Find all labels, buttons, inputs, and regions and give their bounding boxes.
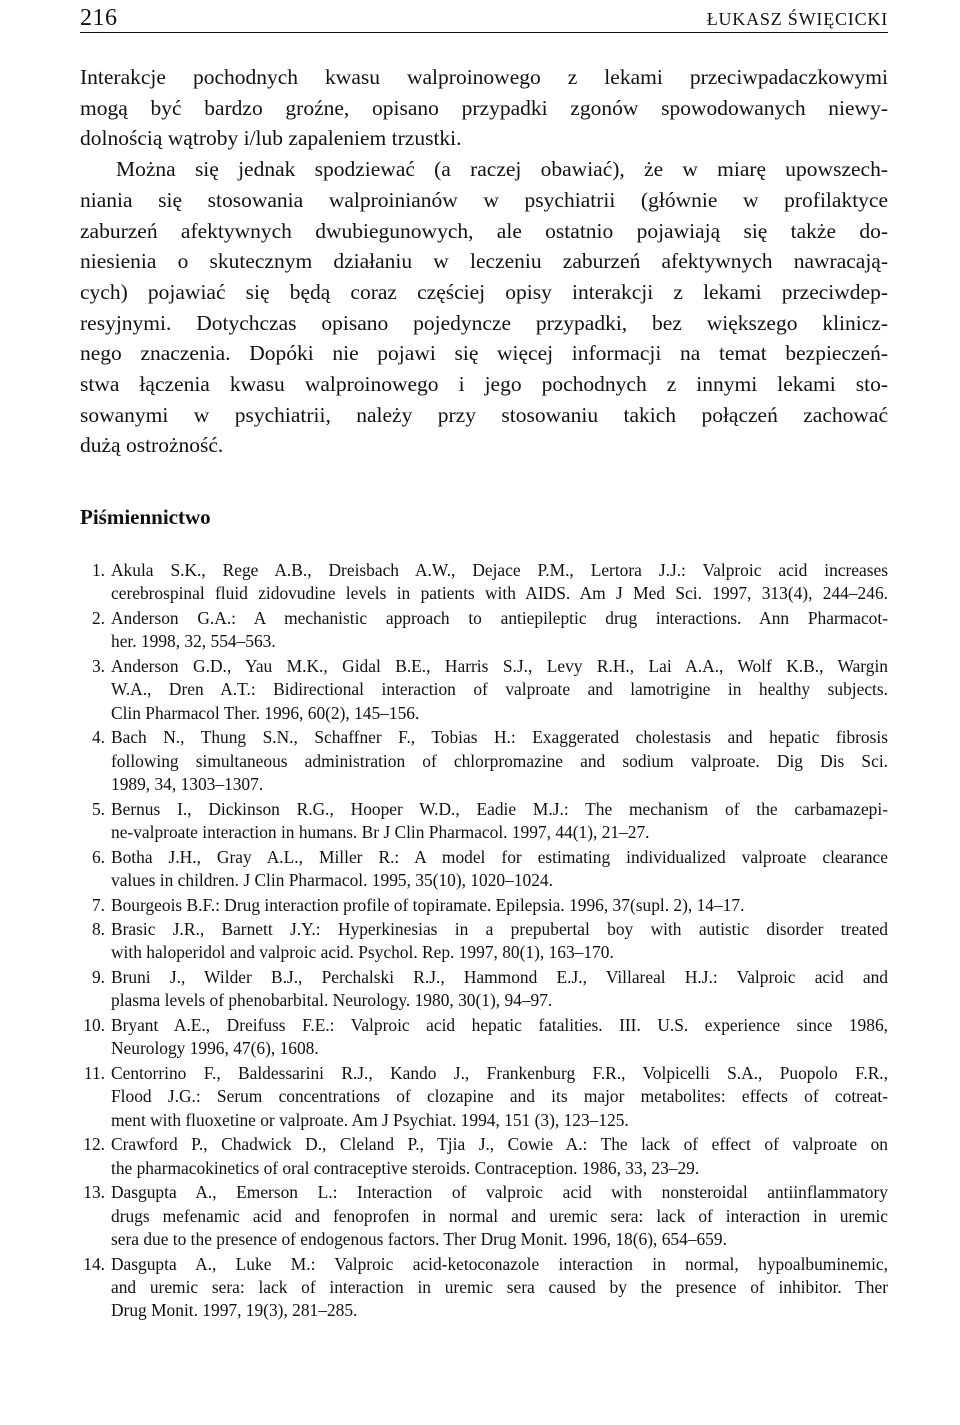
body-line: resyjnymi. Dotychczas opisano pojedyncze przypadki, bez większego klinicz- xyxy=(80,310,888,335)
reference-number: 13. xyxy=(83,1182,105,1203)
reference-line: her. 1998, 32, 554–563. xyxy=(111,631,276,652)
body-line: sowanymi w psychiatrii, należy przy stosowaniu takich połączeń zachować xyxy=(80,402,888,427)
body-line: dolnością wątroby i/lub zapaleniem trzustki. xyxy=(80,126,462,151)
reference-line: sera due to the presence of endogenous factors. Ther Drug Monit. 1996, 18(6), 654–659. xyxy=(111,1229,727,1249)
reference-line: Centorrino F., Baldessarini R.J., Kando J., Frankenburg F.R., Volpicelli S.A., Puopolo F.R., xyxy=(111,1063,888,1084)
reference-number: 8. xyxy=(91,919,105,940)
reference-line: the pharmacokinetics of oral contraceptive steroids. Contraception. 1986, 33, 23–29. xyxy=(111,1157,700,1178)
reference-text xyxy=(111,894,888,917)
reference-text xyxy=(111,1062,888,1132)
reference-item xyxy=(70,1014,888,1061)
reference-line: Bach N., Thung S.N., Schaffner F., Tobias H.: Exaggerated cholestasis and hepatic fibrosis xyxy=(111,727,888,748)
section-heading-references: Piśmiennictwo xyxy=(80,505,211,529)
body-line: Można się jednak spodziewać (a raczej obawiać), że w miarę upowszech- xyxy=(116,157,888,182)
reference-line: Clin Pharmacol Ther. 1996, 60(2), 145–156. xyxy=(111,702,420,723)
page-number: 216 xyxy=(80,5,118,31)
reference-line: Anderson G.D., Yau M.K., Gidal B.E., Harris S.J., Levy R.H., Lai A.A., Wolf K.B., Wargin xyxy=(111,655,888,676)
reference-text xyxy=(111,966,888,1013)
reference-line: plasma levels of phenobarbital. Neurology. 1980, 30(1), 94–97. xyxy=(111,990,553,1011)
reference-item xyxy=(70,655,888,725)
reference-line: drugs mefenamic acid and fenoprofen in normal and uremic sera: lack of interaction in uremic xyxy=(111,1205,888,1226)
reference-number: 9. xyxy=(91,967,105,988)
reference-line: cerebrospinal fluid zidovudine levels in patients with AIDS. Am J Med Sci. 1997, 313(4), 244–246. xyxy=(111,583,888,604)
reference-line: and uremic sera: lack of interaction in uremic sera caused by the presence of inhibitor. Ther xyxy=(111,1276,888,1297)
reference-number: 12. xyxy=(83,1134,105,1155)
reference-number: 14. xyxy=(83,1253,105,1274)
reference-line: Bryant A.E., Dreifuss F.E.: Valproic acid hepatic fatalities. III. U.S. experience since 1986, xyxy=(111,1015,888,1036)
reference-number: 5. xyxy=(91,798,105,819)
reference-line: ment with fluoxetine or valproate. Am J Psychiat. 1994, 151 (3), 123–125. xyxy=(111,1109,629,1130)
reference-line: Dasgupta A., Luke M.: Valproic acid-ketoconazole interaction in normal, hypoalbuminemic, xyxy=(111,1253,888,1274)
reference-item xyxy=(70,846,888,893)
reference-line: Drug Monit. 1997, 19(3), 281–285. xyxy=(111,1300,358,1321)
reference-number: 6. xyxy=(91,846,105,867)
reference-line: Bourgeois B.F.: Drug interaction profile of topiramate. Epilepsia. 1996, 37(supl. 2), 14–17. xyxy=(111,894,745,915)
reference-item xyxy=(70,1181,888,1251)
reference-number: 3. xyxy=(91,655,105,676)
reference-number: 2. xyxy=(91,607,105,628)
reference-item xyxy=(70,607,888,654)
reference-line: W.A., Dren A.T.: Bidirectional interaction of valproate and lamotrigine in healthy subjects. xyxy=(111,679,888,700)
reference-item xyxy=(70,966,888,1013)
reference-number: 10. xyxy=(83,1015,105,1036)
reference-line: with haloperidol and valproic acid. Psychol. Rep. 1997, 80(1), 163–170. xyxy=(111,942,614,963)
body-line: stwa łączenia kwasu walproinowego i jego pochodnych z innymi lekami sto- xyxy=(80,372,888,397)
reference-line: Anderson G.A.: A mechanistic approach to antiepileptic drug interactions. Ann Pharmacot- xyxy=(111,607,888,628)
reference-text xyxy=(111,607,888,654)
reference-item xyxy=(70,798,888,845)
reference-line: following simultaneous administration of chlorpromazine and sodium valproate. Dig Dis Sci. xyxy=(111,750,888,771)
reference-item xyxy=(70,559,888,606)
reference-item xyxy=(70,1062,888,1132)
reference-line: ne-valproate interaction in humans. Br J Clin Pharmacol. 1997, 44(1), 21–27. xyxy=(111,821,650,842)
reference-line: Crawford P., Chadwick D., Cleland P., Tjia J., Cowie A.: The lack of effect of valproate on xyxy=(111,1134,888,1155)
reference-text xyxy=(111,559,888,606)
reference-line: Flood J.G.: Serum concentrations of clozapine and its major metabolites: effects of cotreat- xyxy=(111,1086,888,1107)
reference-item xyxy=(70,1253,888,1323)
reference-item xyxy=(70,1133,888,1180)
reference-number: 7. xyxy=(91,894,105,915)
reference-line: Brasic J.R., Barnett J.Y.: Hyperkinesias in a prepubertal boy with autistic disorder treated xyxy=(111,919,888,940)
reference-text xyxy=(111,726,888,796)
reference-text xyxy=(111,1253,888,1323)
body-line: cych) pojawiać się będą coraz częściej opisy interakcji z lekami przeciwdep- xyxy=(80,279,888,304)
reference-text xyxy=(111,846,888,893)
body-line: niesienia o skutecznym działaniu w leczeniu zaburzeń afektywnych nawracają- xyxy=(80,249,888,274)
reference-text xyxy=(111,918,888,965)
reference-text xyxy=(111,1014,888,1061)
body-line: nego znaczenia. Dopóki nie pojawi się więcej informacji na temat bezpieczeń- xyxy=(80,341,888,366)
reference-text xyxy=(111,798,888,845)
reference-text xyxy=(111,1133,888,1180)
reference-item xyxy=(70,726,888,796)
reference-item xyxy=(70,918,888,965)
body-line: mogą być bardzo groźne, opisano przypadki zgonów spowodowanych niewy- xyxy=(80,95,888,120)
reference-number: 4. xyxy=(91,727,105,748)
running-head-author: ŁUKASZ ŚWIĘCICKI xyxy=(706,9,888,29)
body-line: Interakcje pochodnych kwasu walproinowego z lekami przeciwpadaczkowymi xyxy=(80,65,888,89)
reference-text xyxy=(111,655,888,725)
reference-line: Bernus I., Dickinson R.G., Hooper W.D., Eadie M.J.: The mechanism of the carbamazepi- xyxy=(111,798,888,819)
reference-line: 1989, 34, 1303–1307. xyxy=(111,773,264,794)
reference-item xyxy=(70,894,888,917)
reference-number: 1. xyxy=(91,560,105,580)
reference-line: Bruni J., Wilder B.J., Perchalski R.J., Hammond E.J., Villareal H.J.: Valproic acid and xyxy=(111,967,888,988)
reference-line: Dasgupta A., Emerson L.: Interaction of valproic acid with nonsteroidal antiinflammatory xyxy=(111,1182,888,1203)
reference-number: 11. xyxy=(83,1063,105,1084)
body-line: zaburzeń afektywnych dwubiegunowych, ale ostatnio pojawiają się także do- xyxy=(80,218,888,243)
body-line: dużą ostrożność. xyxy=(80,433,224,458)
reference-list xyxy=(70,559,888,1324)
reference-line: Akula S.K., Rege A.B., Dreisbach A.W., Dejace P.M., Lertora J.J.: Valproic acid increases xyxy=(111,560,888,580)
reference-line: Botha J.H., Gray A.L., Miller R.: A model for estimating individualized valproate clearance xyxy=(111,846,888,867)
body-line: niania się stosowania walproinianów w psychiatrii (głównie w profilaktyce xyxy=(80,187,888,212)
reference-text xyxy=(111,1181,888,1251)
reference-line: values in children. J Clin Pharmacol. 1995, 35(10), 1020–1024. xyxy=(111,869,553,890)
reference-line: Neurology 1996, 47(6), 1608. xyxy=(111,1038,319,1059)
page-header xyxy=(80,4,888,33)
body-text xyxy=(80,62,888,461)
